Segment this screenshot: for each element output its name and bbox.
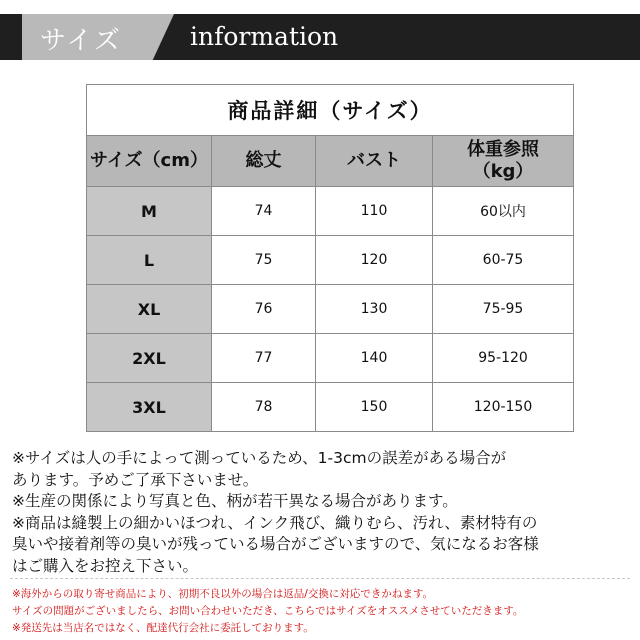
weight-cell: 60-75: [433, 236, 574, 285]
size-cell: M: [87, 187, 212, 236]
length-cell: 78: [212, 383, 316, 432]
column-header-size: サイズ（cm）: [87, 136, 212, 187]
note-line: ※サイズは人の手によって測っているため、1-3cmの誤差がある場合が: [12, 449, 507, 467]
footnote-line: ※発送先は当店名ではなく、配達代行会社に委託しております。: [12, 622, 314, 634]
notes-section: [12, 448, 632, 577]
bust-cell: 130: [316, 285, 433, 334]
note-line: ※生産の関係により写真と色、柄が若干異なる場合があります。: [12, 492, 458, 510]
note-line: 臭いや接着剤等の臭いが残っている場合がございますので、気になるお客様: [12, 535, 539, 553]
size-cell: XL: [87, 285, 212, 334]
header-banner: [0, 14, 640, 60]
section-divider: [10, 578, 630, 579]
size-table: [86, 84, 574, 432]
weight-cell: 120-150: [433, 383, 574, 432]
footnotes-section: [12, 586, 632, 637]
size-table-container: [86, 84, 573, 432]
length-cell: 77: [212, 334, 316, 383]
header-left-title: サイズ: [40, 26, 122, 56]
table-header-row: [87, 136, 574, 187]
weight-cell: 95-120: [433, 334, 574, 383]
table-row: [87, 187, 574, 236]
table-row: [87, 285, 574, 334]
table-title-row: [87, 85, 574, 136]
column-header-weight: 体重参照 （kg）: [433, 136, 574, 187]
bust-cell: 140: [316, 334, 433, 383]
note-line: はご購入をお控え下さい。: [12, 556, 199, 575]
note-line: ※商品は縫製上の細かいほつれ、インク飛び、織りむら、汚れ、素材特有の: [12, 513, 538, 532]
size-cell: 3XL: [87, 383, 212, 432]
length-cell: 75: [212, 236, 316, 285]
table-row: [87, 236, 574, 285]
column-header-length: 総丈: [212, 136, 316, 187]
note-line: あります。予めご了承下さいませ。: [12, 470, 259, 489]
table-row: [87, 383, 574, 432]
table-title: 商品詳細（サイズ）: [87, 85, 574, 136]
weight-cell: 75-95: [433, 285, 574, 334]
size-cell: L: [87, 236, 212, 285]
weight-cell: 60以内: [433, 187, 574, 236]
bust-cell: 120: [316, 236, 433, 285]
footnote-line: サイズの問題がございましたら、お問い合わせいただき、こちらではサイズをオススメさせていただきます。: [12, 605, 524, 617]
bust-cell: 110: [316, 187, 433, 236]
size-cell: 2XL: [87, 334, 212, 383]
length-cell: 76: [212, 285, 316, 334]
column-header-bust: バスト: [316, 136, 433, 187]
header-title: information: [190, 22, 339, 51]
length-cell: 74: [212, 187, 316, 236]
table-row: [87, 334, 574, 383]
bust-cell: 150: [316, 383, 433, 432]
footnote-line: ※海外からの取り寄せ商品により、初期不良以外の場合は返品/交換に対応できかねます。: [12, 588, 433, 600]
